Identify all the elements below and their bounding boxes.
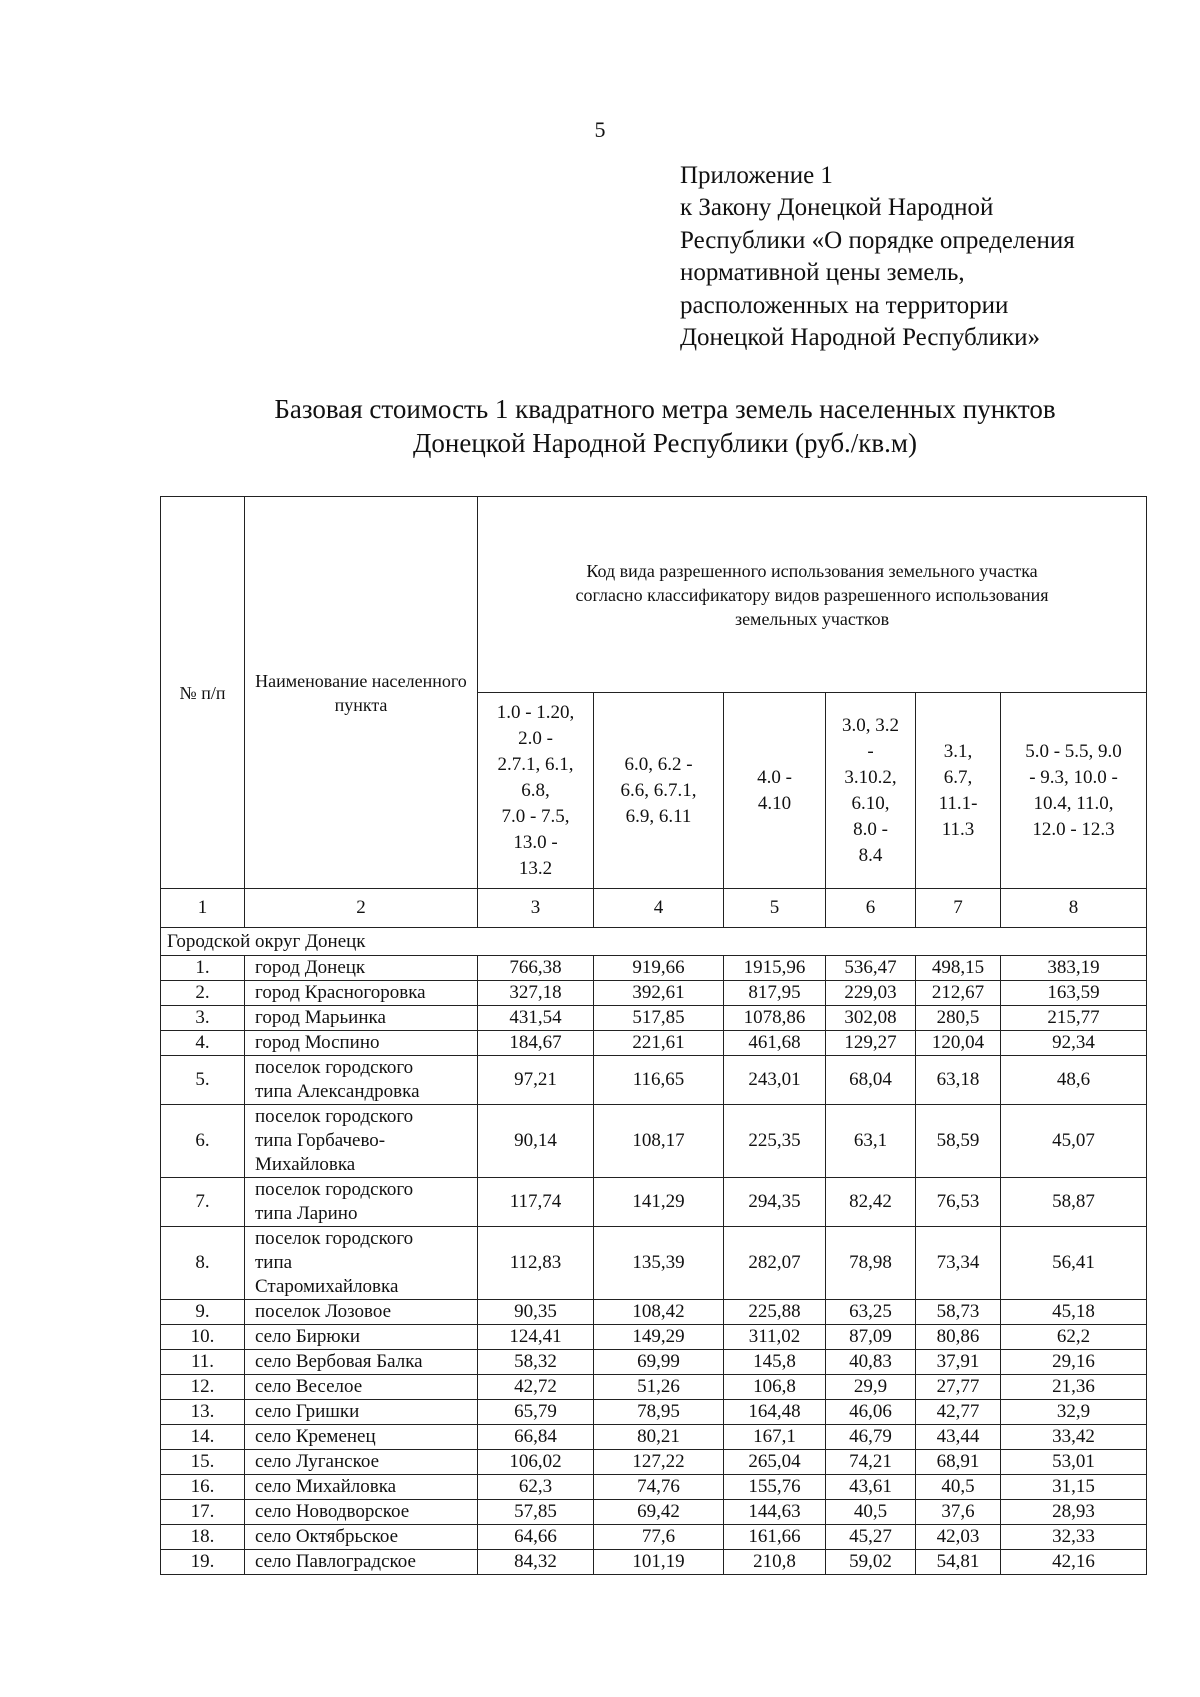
price-cell: 65,79	[478, 1400, 594, 1425]
settlement-name	[245, 1500, 478, 1525]
table-row	[161, 956, 1147, 981]
table-row	[161, 1375, 1147, 1400]
code-header-cell	[594, 693, 724, 889]
price-cell: 63,25	[826, 1300, 916, 1325]
price-cell: 282,07	[724, 1227, 826, 1300]
price-cell: 45,07	[1001, 1105, 1147, 1178]
code-header-line: 4.0 -	[757, 766, 792, 788]
settlement-name-line: село Михайловка	[255, 1476, 397, 1497]
row-number: 8.	[161, 1227, 245, 1300]
price-cell: 431,54	[478, 1006, 594, 1031]
price-cell: 210,8	[724, 1550, 826, 1575]
header-code-group	[478, 497, 1147, 693]
price-cell: 69,42	[594, 1500, 724, 1525]
appendix-line: нормативной цены земель,	[680, 259, 965, 287]
code-header-cell	[724, 693, 826, 889]
price-cell: 58,32	[478, 1350, 594, 1375]
price-cell: 155,76	[724, 1475, 826, 1500]
price-cell: 766,38	[478, 956, 594, 981]
settlement-name	[245, 1375, 478, 1400]
settlement-name-line: село Веселое	[255, 1376, 363, 1397]
settlement-name	[245, 1300, 478, 1325]
price-cell: 64,66	[478, 1525, 594, 1550]
price-cell: 54,81	[916, 1550, 1001, 1575]
price-cell: 212,67	[916, 981, 1001, 1006]
price-cell: 82,42	[826, 1178, 916, 1227]
column-number: 3	[478, 889, 594, 928]
price-cell: 163,59	[1001, 981, 1147, 1006]
price-cell: 280,5	[916, 1006, 1001, 1031]
group-header-line: согласно классификатору видов разрешенного использования	[575, 584, 1049, 605]
column-number: 7	[916, 889, 1001, 928]
row-number: 9.	[161, 1300, 245, 1325]
settlement-name	[245, 1475, 478, 1500]
code-header-line: 6.8,	[521, 779, 550, 801]
table-row	[161, 1178, 1147, 1227]
settlement-name-line: город Донецк	[255, 957, 366, 978]
settlement-name-line: село Октябрьское	[255, 1526, 399, 1547]
settlement-name-line: село Павлоградское	[255, 1551, 416, 1572]
settlement-name-line: поселок городского	[255, 1179, 414, 1200]
price-cell: 37,6	[916, 1500, 1001, 1525]
code-header-line: 3.0, 3.2	[842, 714, 899, 736]
group-header-line: Код вида разрешенного использования земельного участка	[586, 560, 1038, 581]
price-cell: 294,35	[724, 1178, 826, 1227]
price-cell: 144,63	[724, 1500, 826, 1525]
settlement-name-line: Михайловка	[255, 1154, 356, 1175]
settlement-name	[245, 1105, 478, 1178]
price-cell: 28,93	[1001, 1500, 1147, 1525]
settlement-name	[245, 1056, 478, 1105]
code-header-line: 5.0 - 5.5, 9.0	[1025, 740, 1122, 762]
price-cell: 117,74	[478, 1178, 594, 1227]
code-header-cell	[826, 693, 916, 889]
price-cell: 74,21	[826, 1450, 916, 1475]
code-header-line: 4.10	[757, 792, 792, 814]
code-header-line: 13.0 -	[513, 831, 558, 853]
column-number: 5	[724, 889, 826, 928]
price-cell: 149,29	[594, 1325, 724, 1350]
price-cell: 80,21	[594, 1425, 724, 1450]
price-cell: 167,1	[724, 1425, 826, 1450]
price-cell: 108,42	[594, 1300, 724, 1325]
code-header-line: 2.7.1, 6.1,	[497, 753, 574, 775]
price-cell: 37,91	[916, 1350, 1001, 1375]
table-row	[161, 1006, 1147, 1031]
price-cell: 536,47	[826, 956, 916, 981]
code-header-cell	[916, 693, 1001, 889]
row-number: 1.	[161, 956, 245, 981]
appendix-line: к Закону Донецкой Народной	[680, 194, 994, 222]
price-cell: 161,66	[724, 1525, 826, 1550]
price-cell: 215,77	[1001, 1006, 1147, 1031]
price-cell: 302,08	[826, 1006, 916, 1031]
appendix-line: Республики «О порядке определения	[680, 226, 1075, 254]
price-cell: 27,77	[916, 1375, 1001, 1400]
code-header-line: 1.0 - 1.20,	[496, 701, 575, 723]
price-cell: 62,2	[1001, 1325, 1147, 1350]
price-cell: 46,06	[826, 1400, 916, 1425]
settlement-name	[245, 1031, 478, 1056]
settlement-name-line: село Луганское	[255, 1451, 380, 1472]
table-row	[161, 1525, 1147, 1550]
settlement-name-line: город Марьинка	[255, 1007, 386, 1028]
settlement-name-line: поселок городского	[255, 1228, 414, 1249]
price-cell: 97,21	[478, 1056, 594, 1105]
table-row	[161, 1227, 1147, 1300]
price-cell: 29,9	[826, 1375, 916, 1400]
price-cell: 69,99	[594, 1350, 724, 1375]
column-number: 8	[1001, 889, 1147, 928]
price-cell: 62,3	[478, 1475, 594, 1500]
price-cell: 106,8	[724, 1375, 826, 1400]
price-cell: 90,35	[478, 1300, 594, 1325]
settlement-name-line: типа Горбачево-	[255, 1130, 386, 1151]
price-cell: 58,73	[916, 1300, 1001, 1325]
settlement-name	[245, 1450, 478, 1475]
settlement-name	[245, 956, 478, 981]
settlement-name	[245, 1550, 478, 1575]
price-cell: 225,35	[724, 1105, 826, 1178]
settlement-name-line: типа	[255, 1252, 293, 1273]
table-row	[161, 1400, 1147, 1425]
price-cell: 265,04	[724, 1450, 826, 1475]
price-cell: 51,26	[594, 1375, 724, 1400]
table-row	[161, 1056, 1147, 1105]
settlement-name-line: село Бирюки	[255, 1326, 361, 1347]
price-cell: 76,53	[916, 1178, 1001, 1227]
settlement-name	[245, 1525, 478, 1550]
price-cell: 327,18	[478, 981, 594, 1006]
code-header-cell	[1001, 693, 1147, 889]
table-row	[161, 1475, 1147, 1500]
settlement-name-line: город Моспино	[255, 1032, 380, 1053]
price-cell: 63,1	[826, 1105, 916, 1178]
row-number: 3.	[161, 1006, 245, 1031]
price-cell: 56,41	[1001, 1227, 1147, 1300]
price-cell: 68,04	[826, 1056, 916, 1105]
code-header-line: 12.0 - 12.3	[1032, 818, 1115, 840]
price-cell: 498,15	[916, 956, 1001, 981]
code-header-line: 8.0 -	[853, 818, 888, 840]
price-cell: 42,03	[916, 1525, 1001, 1550]
price-cell: 127,22	[594, 1450, 724, 1475]
table-row	[161, 1031, 1147, 1056]
price-cell: 40,5	[826, 1500, 916, 1525]
price-cell: 120,04	[916, 1031, 1001, 1056]
price-cell: 919,66	[594, 956, 724, 981]
column-number: 1	[161, 889, 245, 928]
code-header-line: 6.10,	[851, 792, 890, 814]
table-row	[161, 1350, 1147, 1375]
settlement-name-line: поселок Лозовое	[255, 1301, 392, 1322]
table-row	[161, 981, 1147, 1006]
price-cell: 229,03	[826, 981, 916, 1006]
price-cell: 21,36	[1001, 1375, 1147, 1400]
price-cell: 33,42	[1001, 1425, 1147, 1450]
settlement-name-line: типа Ларино	[255, 1203, 358, 1224]
price-cell: 32,9	[1001, 1400, 1147, 1425]
price-cell: 129,27	[826, 1031, 916, 1056]
price-cell: 1915,96	[724, 956, 826, 981]
price-cell: 135,39	[594, 1227, 724, 1300]
code-header-cell	[478, 693, 594, 889]
price-cell: 58,59	[916, 1105, 1001, 1178]
row-number: 4.	[161, 1031, 245, 1056]
price-cell: 80,86	[916, 1325, 1001, 1350]
land-price-table	[160, 496, 1147, 1575]
code-header-line: 11.1-	[938, 792, 978, 814]
price-cell: 42,16	[1001, 1550, 1147, 1575]
price-cell: 108,17	[594, 1105, 724, 1178]
table-row	[161, 1105, 1147, 1178]
settlement-name	[245, 1425, 478, 1450]
settlement-name	[245, 981, 478, 1006]
price-cell: 106,02	[478, 1450, 594, 1475]
row-number: 11.	[161, 1350, 245, 1375]
table-row	[161, 1500, 1147, 1525]
price-cell: 42,77	[916, 1400, 1001, 1425]
column-number-row	[161, 889, 1147, 928]
price-cell: 77,6	[594, 1525, 724, 1550]
settlement-name-line: Старомихайловка	[255, 1276, 399, 1297]
price-cell: 46,79	[826, 1425, 916, 1450]
table-row	[161, 1325, 1147, 1350]
price-cell: 66,84	[478, 1425, 594, 1450]
price-cell: 32,33	[1001, 1525, 1147, 1550]
row-number: 13.	[161, 1400, 245, 1425]
settlement-name-line: город Красногоровка	[255, 982, 426, 1003]
header-settlement-name: Наименование населенного пункта	[245, 497, 478, 889]
row-number: 10.	[161, 1325, 245, 1350]
row-number: 6.	[161, 1105, 245, 1178]
code-header-line: 6.9, 6.11	[625, 805, 692, 827]
price-cell: 84,32	[478, 1550, 594, 1575]
code-header-line: -	[867, 740, 874, 762]
price-cell: 63,18	[916, 1056, 1001, 1105]
price-cell: 31,15	[1001, 1475, 1147, 1500]
row-number: 16.	[161, 1475, 245, 1500]
price-cell: 101,19	[594, 1550, 724, 1575]
code-header-line: 6.7,	[943, 766, 973, 788]
settlement-name	[245, 1178, 478, 1227]
row-number: 17.	[161, 1500, 245, 1525]
price-cell: 116,65	[594, 1056, 724, 1105]
table-body	[161, 928, 1147, 1575]
code-header-line: 6.0, 6.2 -	[624, 753, 693, 775]
price-cell: 59,02	[826, 1550, 916, 1575]
price-cell: 29,16	[1001, 1350, 1147, 1375]
price-cell: 243,01	[724, 1056, 826, 1105]
title-line: Донецкой Народной Республики (руб./кв.м)	[413, 428, 917, 458]
code-header-line: 3.1,	[943, 740, 973, 762]
settlement-name	[245, 1006, 478, 1031]
column-number: 6	[826, 889, 916, 928]
settlement-name-line: село Новодворское	[255, 1501, 410, 1522]
settlement-name-line: поселок городского	[255, 1106, 414, 1127]
price-cell: 517,85	[594, 1006, 724, 1031]
settlement-name-line: село Вербовая Балка	[255, 1351, 423, 1372]
price-cell: 43,44	[916, 1425, 1001, 1450]
column-number: 4	[594, 889, 724, 928]
settlement-name	[245, 1350, 478, 1375]
price-cell: 90,14	[478, 1105, 594, 1178]
table-row	[161, 1300, 1147, 1325]
price-cell: 53,01	[1001, 1450, 1147, 1475]
price-cell: 92,34	[1001, 1031, 1147, 1056]
code-header-line: 13.2	[518, 857, 553, 879]
price-cell: 45,27	[826, 1525, 916, 1550]
price-cell: 221,61	[594, 1031, 724, 1056]
settlement-name	[245, 1325, 478, 1350]
price-cell: 78,98	[826, 1227, 916, 1300]
row-number: 7.	[161, 1178, 245, 1227]
title-line: Базовая стоимость 1 квадратного метра земель населенных пунктов	[274, 394, 1056, 424]
price-cell: 43,61	[826, 1475, 916, 1500]
price-cell: 145,8	[724, 1350, 826, 1375]
appendix-line: Донецкой Народной Республики»	[680, 324, 1040, 352]
settlement-name-line: типа Александровка	[255, 1081, 420, 1102]
price-cell: 40,5	[916, 1475, 1001, 1500]
price-cell: 40,83	[826, 1350, 916, 1375]
district-group-label: Городской округ Донецк	[161, 928, 1147, 956]
row-number: 18.	[161, 1525, 245, 1550]
price-cell: 164,48	[724, 1400, 826, 1425]
row-number: 2.	[161, 981, 245, 1006]
row-number: 14.	[161, 1425, 245, 1450]
document-title	[0, 392, 1200, 460]
price-cell: 74,76	[594, 1475, 724, 1500]
price-cell: 383,19	[1001, 956, 1147, 981]
price-cell: 817,95	[724, 981, 826, 1006]
price-cell: 225,88	[724, 1300, 826, 1325]
settlement-name-line: село Гришки	[255, 1401, 360, 1422]
price-cell: 311,02	[724, 1325, 826, 1350]
row-number: 19.	[161, 1550, 245, 1575]
header-number: № п/п	[161, 497, 245, 889]
code-header-line: 2.0 -	[518, 727, 553, 749]
price-cell: 45,18	[1001, 1300, 1147, 1325]
code-header-line: 8.4	[858, 844, 883, 866]
settlement-name-line: село Кременец	[255, 1426, 376, 1447]
price-cell: 57,85	[478, 1500, 594, 1525]
price-cell: 73,34	[916, 1227, 1001, 1300]
price-cell: 184,67	[478, 1031, 594, 1056]
code-header-line: 3.10.2,	[844, 766, 897, 788]
price-cell: 78,95	[594, 1400, 724, 1425]
code-header-line: - 9.3, 10.0 -	[1029, 766, 1118, 788]
price-cell: 48,6	[1001, 1056, 1147, 1105]
price-cell: 141,29	[594, 1178, 724, 1227]
code-header-line: 10.4, 11.0,	[1033, 792, 1114, 814]
price-cell: 1078,86	[724, 1006, 826, 1031]
price-cell: 42,72	[478, 1375, 594, 1400]
code-header-line: 11.3	[941, 818, 975, 840]
appendix-line: Приложение 1	[680, 162, 833, 189]
price-cell: 58,87	[1001, 1178, 1147, 1227]
row-number: 15.	[161, 1450, 245, 1475]
appendix-reference	[680, 160, 1160, 354]
price-cell: 68,91	[916, 1450, 1001, 1475]
code-header-line: 6.6, 6.7.1,	[620, 779, 697, 801]
price-cell: 112,83	[478, 1227, 594, 1300]
settlement-name-line: поселок городского	[255, 1057, 414, 1078]
table-row	[161, 1450, 1147, 1475]
appendix-line: расположенных на территории	[680, 291, 1009, 319]
row-number: 12.	[161, 1375, 245, 1400]
price-cell: 124,41	[478, 1325, 594, 1350]
price-cell: 87,09	[826, 1325, 916, 1350]
table-row	[161, 1550, 1147, 1575]
settlement-name	[245, 1227, 478, 1300]
page-number: 5	[594, 117, 606, 142]
row-number: 5.	[161, 1056, 245, 1105]
group-header-line: земельных участков	[734, 608, 890, 629]
code-header-line: 7.0 - 7.5,	[501, 805, 570, 827]
table-row	[161, 1425, 1147, 1450]
column-number: 2	[245, 889, 478, 928]
settlement-name	[245, 1400, 478, 1425]
price-cell: 461,68	[724, 1031, 826, 1056]
price-cell: 392,61	[594, 981, 724, 1006]
